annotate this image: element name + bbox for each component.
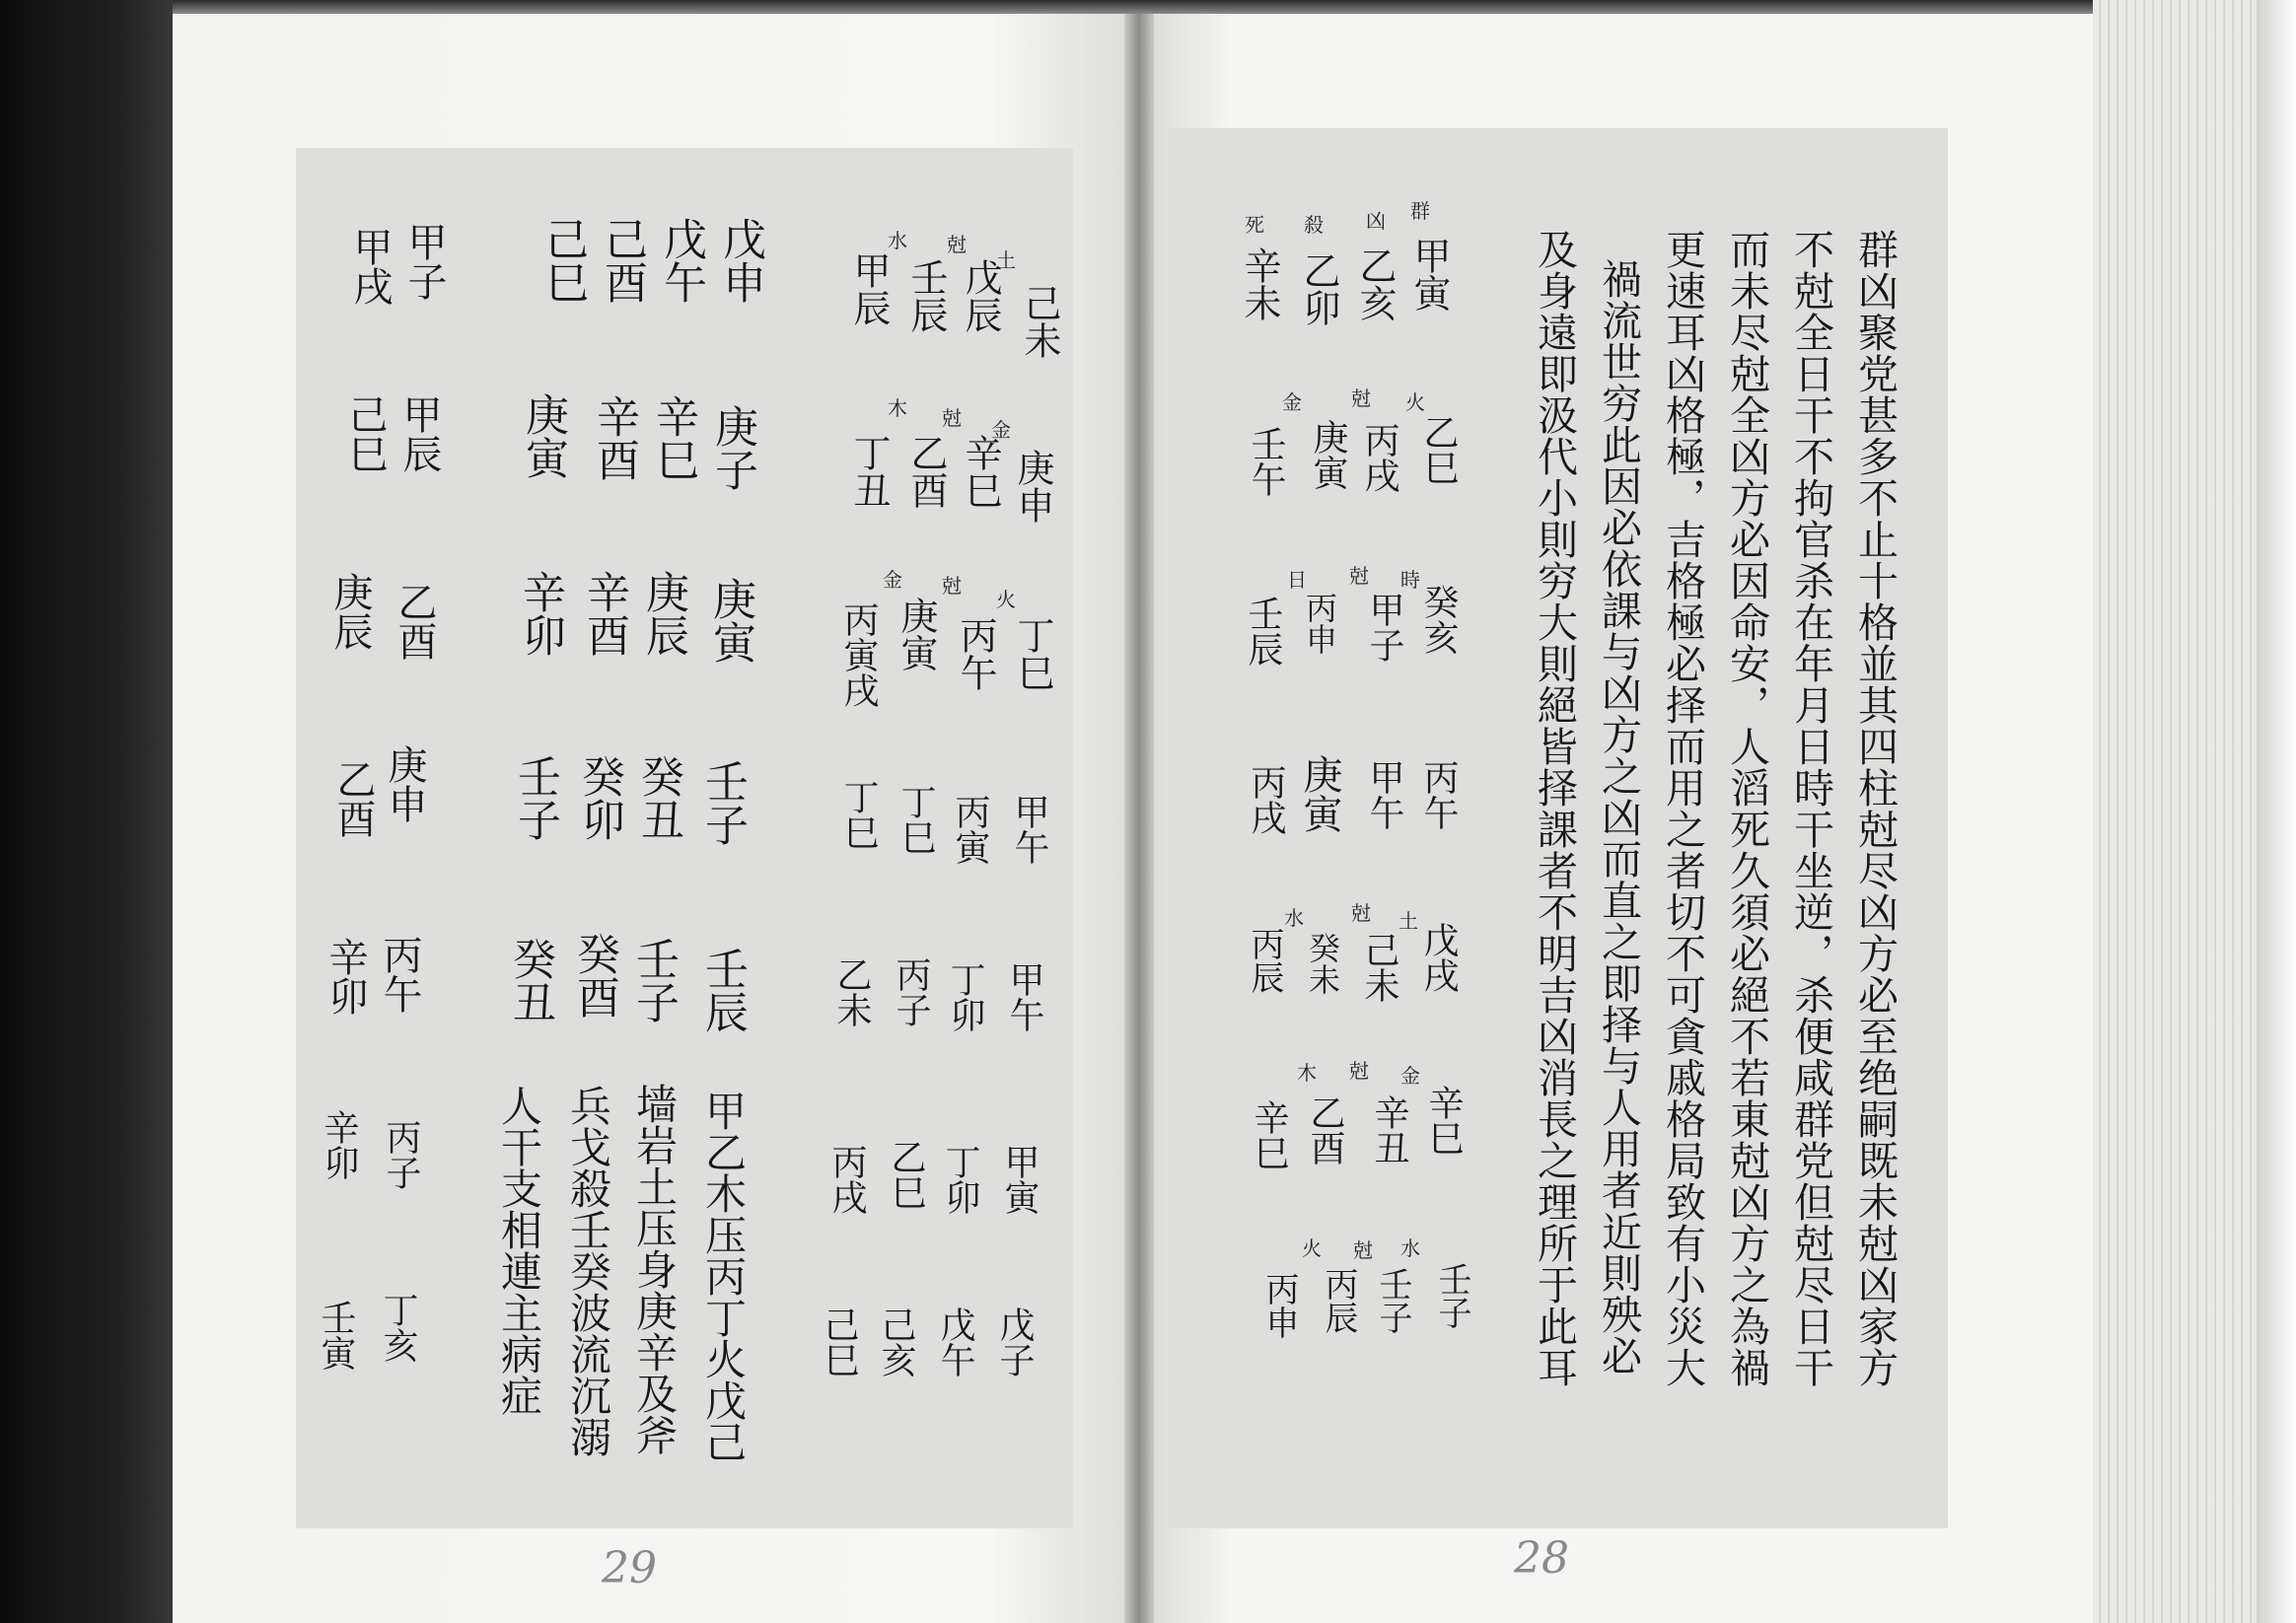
pillar: 丙午 [1418, 759, 1459, 830]
pillar: 庚寅 [518, 392, 568, 479]
body-column-4: 更速耳凶格極，吉格極必择而用之者切不可貪戚格局致有小災大 [1659, 229, 1706, 1388]
pillar: 甲辰 [847, 251, 891, 326]
pillar: 壬辰 [904, 258, 948, 333]
pillar: 戊午 [656, 217, 706, 304]
pillar: 辛巳 [1249, 1099, 1289, 1170]
annotation: 金 [1400, 1064, 1420, 1088]
pillar: 戊申 [715, 217, 765, 304]
pillar: 乙卯 [1297, 251, 1340, 326]
pillar: 壬寅 [316, 1300, 356, 1371]
annotation: 火 [1405, 390, 1425, 414]
pillar: 戊子 [994, 1306, 1035, 1377]
pillar: 庚寅 [1297, 754, 1342, 833]
pillar: 丙子 [891, 956, 931, 1027]
page-number-right: 28 [1514, 1533, 1569, 1584]
page-number-left: 29 [602, 1543, 657, 1593]
pillar: 壬子 [628, 937, 679, 1023]
pillar: 辛巳 [648, 394, 698, 481]
pillar: 辛丑 [1369, 1094, 1409, 1165]
pillar: 壬子 [1432, 1262, 1471, 1329]
pillar: 丙寅戌 [838, 601, 879, 708]
pillar: 丁巳 [838, 779, 879, 850]
annotation: 死 [1245, 213, 1264, 237]
body-column-5: 禍流世穷此因必依課与凶方之凶而直之即择与人用者近則殃必 [1595, 258, 1642, 1376]
pillar: 丙辰 [1245, 927, 1284, 994]
pillar: 己酉 [597, 217, 647, 304]
pillar: 丁巳 [1011, 616, 1054, 691]
annotation: 尅 [1349, 564, 1369, 588]
pillar: 甲寅 [1407, 237, 1451, 312]
pillar: 乙酉 [1305, 1094, 1345, 1165]
annotation: 群 [1410, 199, 1430, 223]
pillar: 己巳 [538, 217, 588, 304]
pillar: 庚寅 [895, 597, 938, 671]
pillar: 癸亥 [1418, 584, 1459, 655]
pillar: 乙巳 [1418, 414, 1459, 485]
pillar: 庚申 [1011, 449, 1054, 524]
pillar: 丁卯 [940, 1144, 980, 1215]
pillar: 乙亥 [1353, 247, 1397, 321]
annotation: 尅 [1351, 387, 1371, 410]
pillar: 乙酉 [392, 582, 437, 661]
pillar: 丙寅 [950, 794, 990, 865]
annotation: 木 [1297, 1061, 1317, 1085]
pillar: 丁亥 [378, 1292, 418, 1363]
pillar: 己巳 [819, 1306, 859, 1377]
pillar: 庚寅 [705, 577, 755, 664]
pillar: 甲午 [1009, 794, 1049, 865]
pillar: 丙申 [1301, 592, 1338, 655]
body-column-1: 群凶聚党甚多不止十格並其四柱尅尽凶方必至绝嗣既未尅凶家方 [1851, 229, 1899, 1388]
pillar: 己未 [1359, 932, 1399, 1003]
annotation: 水 [1284, 906, 1304, 930]
pillar: 丙辰 [1319, 1267, 1358, 1334]
pillar: 壬子 [510, 754, 560, 841]
pillar: 辛酉 [589, 394, 639, 481]
pillar: 乙酉 [904, 434, 948, 509]
pillar: 甲戌 [347, 227, 393, 306]
pillar: 己巳 [342, 394, 388, 473]
annotation: 金 [883, 568, 902, 592]
annotation: 尅 [947, 233, 967, 256]
pillar: 丙戌 [1246, 764, 1286, 835]
pillar: 庚辰 [638, 570, 688, 657]
pillar: 乙未 [831, 956, 872, 1027]
pillar: 辛卯 [319, 1109, 359, 1180]
pillar: 甲子 [1364, 592, 1404, 663]
pillar: 丙子 [381, 1119, 421, 1190]
book-gutter [1124, 0, 1154, 1623]
pillar: 甲子 [401, 222, 447, 301]
pillar: 癸丑 [633, 754, 683, 841]
pillar: 癸未 [1304, 932, 1341, 995]
annotation: 火 [996, 588, 1016, 611]
pillar: 壬午 [1246, 426, 1286, 497]
page-stack-edge [2093, 0, 2296, 1623]
annotation: 凶 [1366, 209, 1386, 233]
pillar: 己亥 [876, 1306, 916, 1377]
body-column-3: 而未尽尅全凶方必因命安，人滔死久須必絕不若東尅凶方之為禍 [1723, 229, 1770, 1388]
pillar: 壬辰 [697, 947, 748, 1033]
pillar: 辛酉 [579, 570, 629, 657]
pillar: 甲午 [1364, 759, 1404, 830]
pillar: 辛巳 [1423, 1085, 1464, 1156]
annotation: 尅 [1353, 1238, 1373, 1262]
note-line-4: 人干支相連主病症 [495, 1085, 543, 1416]
pillar: 戊辰 [959, 258, 1002, 333]
annotation: 火 [1302, 1236, 1322, 1260]
pillar: 丁卯 [945, 961, 985, 1032]
body-column-6: 及身遠即汲代小則穷大則絕皆择課者不明吉凶消長之理所于此耳 [1531, 229, 1578, 1388]
annotation: 殺 [1304, 213, 1324, 237]
pillar: 乙酉 [330, 759, 376, 838]
annotation: 土 [1399, 909, 1418, 933]
pillar: 丙申 [1259, 1272, 1299, 1339]
note-line-3: 兵戈殺壬癸波流沉溺 [564, 1085, 612, 1457]
pillar: 庚子 [707, 404, 757, 491]
pillar: 丁巳 [896, 784, 936, 855]
body-column-2: 不尅全日干不拘官杀在年月日時干坐逆，杀便咸群党但尅尽日干 [1787, 229, 1834, 1388]
annotation: 木 [888, 396, 907, 420]
annotation: 金 [991, 418, 1011, 442]
pillar: 癸酉 [569, 932, 619, 1019]
note-line-2: 墙岩土压身庚辛及斧 [630, 1083, 679, 1455]
pillar: 庚辰 [327, 572, 373, 651]
pillar: 壬子 [697, 759, 748, 846]
pillar: 庚申 [382, 744, 427, 823]
pillar: 庚寅 [1308, 419, 1348, 490]
pillar: 丙午 [954, 616, 997, 691]
pillar: 乙巳 [886, 1139, 926, 1210]
pillar: 丙午 [377, 935, 422, 1014]
pillar: 丁丑 [847, 434, 891, 509]
annotation: 水 [1400, 1236, 1420, 1260]
pillar: 壬子 [1373, 1267, 1412, 1334]
pillar: 甲午 [1004, 961, 1044, 1032]
pillar: 丙戌 [1359, 422, 1399, 493]
pillar: 己未 [1018, 284, 1061, 359]
annotation: 日 [1287, 568, 1307, 592]
pillar: 辛卯 [323, 937, 368, 1016]
pillar: 甲寅 [999, 1144, 1040, 1215]
annotation: 尅 [942, 406, 962, 430]
pillar: 丙戌 [826, 1144, 867, 1215]
note-line-1: 甲乙木压丙丁火戊己 [699, 1090, 748, 1462]
pillar: 癸卯 [574, 754, 624, 841]
pillar: 癸丑 [505, 937, 555, 1023]
annotation: 金 [1282, 390, 1302, 414]
annotation: 土 [996, 248, 1016, 272]
pillar: 辛巳 [959, 434, 1002, 509]
pillar: 辛未 [1238, 247, 1281, 321]
pillar: 壬辰 [1243, 596, 1283, 667]
pillar: 辛卯 [515, 570, 565, 657]
pillar: 戊午 [935, 1306, 975, 1377]
pillar: 甲辰 [396, 394, 442, 473]
annotation: 時 [1400, 568, 1420, 592]
book-shadow [0, 0, 178, 1623]
annotation: 尅 [942, 574, 962, 598]
top-edge-shadow [173, 0, 2106, 14]
annotation: 尅 [1351, 901, 1371, 925]
annotation: 尅 [1349, 1059, 1369, 1083]
pillar: 戊戌 [1418, 922, 1459, 993]
annotation: 水 [888, 229, 907, 252]
